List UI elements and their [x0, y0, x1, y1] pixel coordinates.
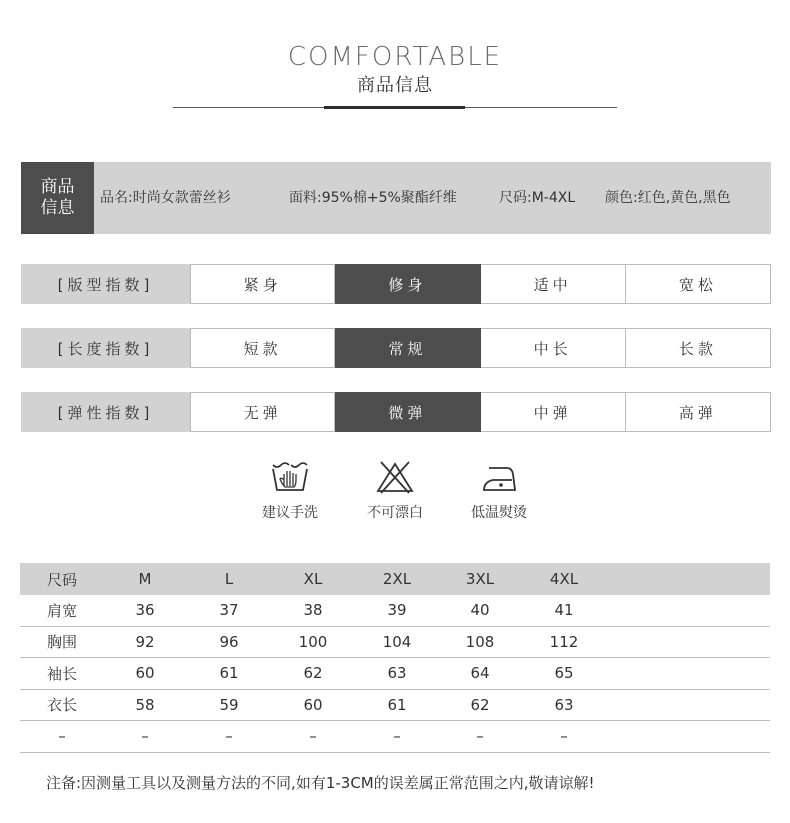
product-name: 品名:时尚女款蕾丝衫 — [100, 190, 231, 206]
low-iron-icon — [479, 460, 519, 494]
size-table-header — [20, 563, 770, 595]
header-title-cn: 商品信息 — [357, 75, 433, 96]
product-colors: 颜色:红色,黄色,黑色 — [605, 190, 731, 206]
table-cell: 96 — [219, 632, 239, 651]
fit-index-row — [21, 264, 771, 304]
table-cell: 92 — [135, 632, 155, 651]
care-no-bleach — [350, 460, 440, 522]
size-header-label: 尺码 — [46, 570, 77, 589]
elasticity-option-medium: 中弹 — [481, 392, 626, 432]
care-hand-wash — [245, 460, 335, 522]
size-header-4xl: 4XL — [549, 570, 579, 588]
fit-index-label: [版型指数] — [21, 264, 190, 304]
row-label-chest: 胸围 — [46, 633, 77, 652]
table-cell: 41 — [554, 601, 574, 620]
fit-option-regular: 适中 — [481, 264, 626, 304]
table-cell: 62 — [470, 695, 490, 714]
product-fabric: 面料:95%棉+5%聚酯纤维 — [289, 190, 457, 206]
elasticity-option-high: 高弹 — [626, 392, 771, 432]
table-cell: 100 — [298, 632, 328, 651]
size-table — [20, 563, 770, 753]
table-cell: 62 — [303, 664, 323, 683]
size-header-3xl: 3XL — [465, 570, 495, 588]
care-no-bleach-label: 不可漂白 — [367, 505, 423, 521]
row-label-shoulder: 肩宽 — [46, 601, 77, 620]
table-cell: 36 — [135, 601, 155, 620]
table-cell: 37 — [219, 601, 239, 620]
length-index-row — [21, 328, 771, 368]
table-cell: 65 — [554, 664, 574, 683]
table-cell: 112 — [549, 632, 579, 651]
size-header-l: L — [224, 570, 234, 588]
care-hand-wash-label: 建议手洗 — [262, 505, 318, 521]
header-divider-accent — [324, 106, 465, 109]
table-cell: – — [476, 727, 484, 746]
length-option-short: 短款 — [190, 328, 335, 368]
table-row — [20, 658, 770, 690]
table-cell: 39 — [387, 601, 407, 620]
fit-option-slim: 修身 — [335, 264, 480, 304]
table-row — [20, 595, 770, 627]
table-cell: – — [560, 727, 568, 746]
table-cell: 40 — [470, 601, 490, 620]
table-cell: 64 — [470, 664, 490, 683]
table-cell: 61 — [387, 695, 407, 714]
fit-option-loose: 宽松 — [626, 264, 771, 304]
product-info-label-line1: 商品 — [40, 177, 75, 197]
table-cell: – — [141, 727, 149, 746]
elasticity-index-label: [弹性指数] — [21, 392, 190, 432]
length-option-medium-long: 中长 — [481, 328, 626, 368]
product-info-bar — [21, 162, 771, 234]
table-cell: 108 — [465, 632, 495, 651]
table-cell: 104 — [382, 632, 412, 651]
elasticity-index-row — [21, 392, 771, 432]
care-low-iron — [454, 460, 544, 522]
table-cell: 61 — [219, 664, 239, 683]
length-index-label: [长度指数] — [21, 328, 190, 368]
table-cell: 63 — [387, 664, 407, 683]
elasticity-option-slight: 微弹 — [335, 392, 480, 432]
table-cell: 63 — [554, 695, 574, 714]
length-option-long: 长款 — [626, 328, 771, 368]
table-cell: – — [393, 727, 401, 746]
hand-wash-icon — [270, 460, 310, 494]
size-header-2xl: 2XL — [382, 570, 412, 588]
header-title-en: COMFORTABLE — [287, 42, 503, 72]
product-size-range: 尺码:M-4XL — [499, 190, 576, 206]
table-row — [20, 721, 770, 753]
length-option-regular: 常规 — [335, 328, 480, 368]
size-header-m: M — [138, 570, 152, 588]
product-info-label — [21, 162, 94, 234]
table-row — [20, 627, 770, 659]
row-label-length: 衣长 — [46, 696, 77, 715]
table-cell: 60 — [135, 664, 155, 683]
table-cell: 58 — [135, 695, 155, 714]
table-cell: 38 — [303, 601, 323, 620]
table-cell: – — [225, 727, 233, 746]
care-low-iron-label: 低温熨烫 — [471, 505, 527, 521]
measurement-note: 注备:因测量工具以及测量方法的不同,如有1-3CM的误差属正常范围之内,敬请谅解! — [46, 774, 595, 792]
row-label-empty: – — [58, 727, 66, 746]
no-bleach-icon — [375, 460, 415, 494]
table-cell: – — [309, 727, 317, 746]
table-row — [20, 690, 770, 722]
product-info-label-line2: 信息 — [40, 198, 75, 218]
elasticity-option-none: 无弹 — [190, 392, 335, 432]
table-cell: 59 — [219, 695, 239, 714]
row-label-sleeve: 袖长 — [46, 664, 77, 683]
table-cell: 60 — [303, 695, 323, 714]
size-header-xl: XL — [303, 570, 323, 588]
fit-option-tight: 紧身 — [190, 264, 335, 304]
